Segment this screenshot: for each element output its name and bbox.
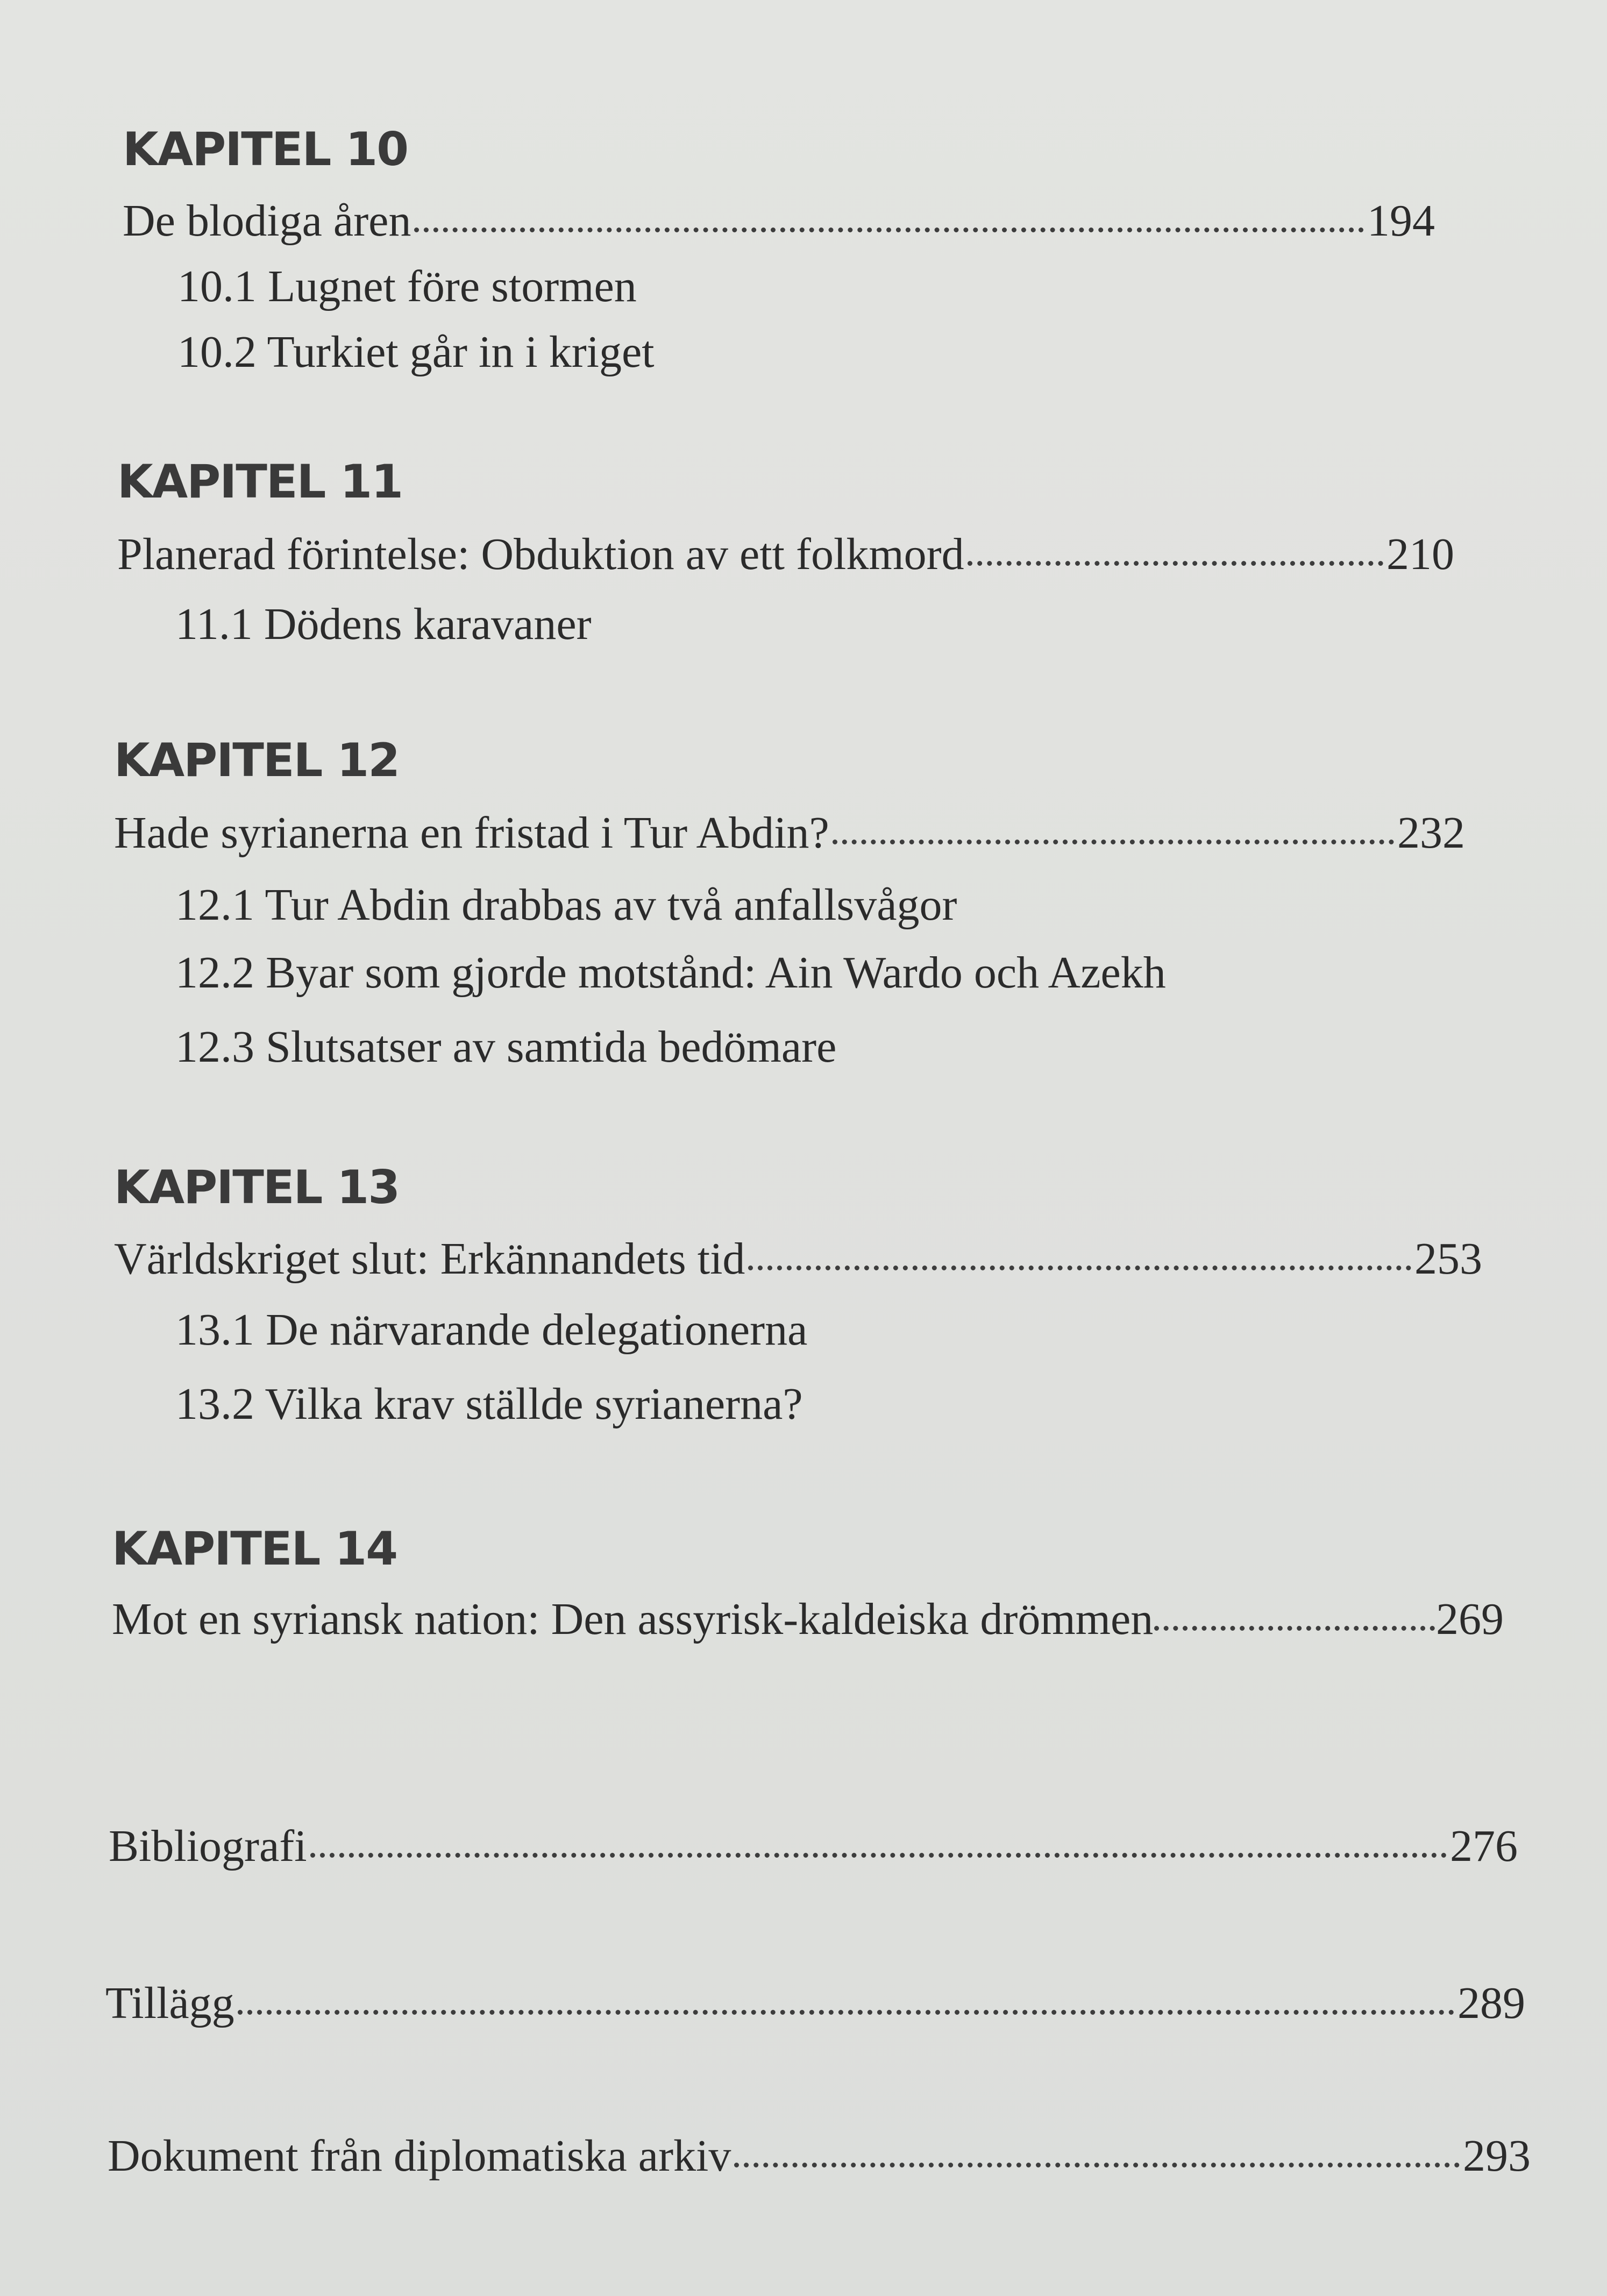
toc-section: 10.2 Turkiet går in i kriget — [177, 327, 655, 377]
toc-entry — [123, 195, 1435, 247]
toc-entry-title: Planerad förintelse: Obduktion av ett folkmord — [117, 529, 964, 579]
toc-section: 11.1 Dödens karavaner — [175, 599, 592, 649]
dot-leader — [1154, 1625, 1435, 1631]
toc-entry-title: Mot en syriansk nation: Den assyrisk-kaldeiska drömmen — [112, 1594, 1154, 1644]
toc-entry-page: 210 — [1386, 529, 1454, 579]
toc-entry-page: 276 — [1450, 1821, 1518, 1871]
toc-entry-title: Bibliografi — [109, 1821, 307, 1871]
toc-entry — [117, 528, 1454, 580]
chapter-heading: KAPITEL 10 — [123, 123, 408, 176]
toc-entry-page: 289 — [1457, 1978, 1525, 2028]
toc-section: 13.2 Vilka krav ställde syrianerna? — [175, 1379, 803, 1429]
toc-section: 10.1 Lugnet före stormen — [177, 261, 637, 311]
toc-entry-title: Dokument från diplomatiska arkiv — [108, 2131, 731, 2181]
chapter-heading: KAPITEL 14 — [112, 1522, 397, 1576]
toc-entry-page: 269 — [1436, 1594, 1504, 1644]
toc-entry-title: De blodiga åren — [123, 196, 411, 246]
chapter-heading: KAPITEL 13 — [114, 1161, 400, 1214]
dot-leader — [968, 560, 1383, 566]
toc-entry — [114, 1233, 1482, 1285]
toc-entry-title: Tillägg — [105, 1978, 234, 2028]
toc-section: 12.2 Byar som gjorde motstånd: Ain Wardo och Azekh — [175, 948, 1166, 998]
toc-entry-appendix — [105, 1977, 1525, 2029]
dot-leader — [414, 227, 1364, 232]
toc-section: 12.1 Tur Abdin drabbas av två anfallsvågor — [175, 880, 957, 930]
toc-entry-title: Hade syrianerna en fristad i Tur Abdin? — [114, 808, 829, 858]
toc-entry-bibliography — [109, 1820, 1518, 1872]
dot-leader — [833, 839, 1394, 844]
dot-leader — [748, 1265, 1411, 1270]
toc-section: 12.3 Slutsatser av samtida bedömare — [175, 1022, 837, 1072]
toc-entry — [114, 807, 1465, 859]
toc-entry-page: 232 — [1397, 808, 1465, 858]
chapter-heading: KAPITEL 11 — [117, 455, 403, 509]
dot-leader — [238, 2009, 1454, 2015]
toc-entry — [112, 1593, 1504, 1645]
toc-section: 13.1 De närvarande delegationerna — [175, 1305, 808, 1355]
toc-entry-documents — [108, 2130, 1531, 2182]
toc-entry-page: 194 — [1367, 196, 1435, 246]
chapter-heading: KAPITEL 12 — [114, 734, 400, 787]
toc-entry-page: 293 — [1463, 2131, 1531, 2181]
dot-leader — [310, 1852, 1447, 1858]
toc-entry-page: 253 — [1414, 1234, 1482, 1284]
toc-entry-title: Världskriget slut: Erkännandets tid — [114, 1234, 745, 1284]
dot-leader — [734, 2162, 1460, 2167]
